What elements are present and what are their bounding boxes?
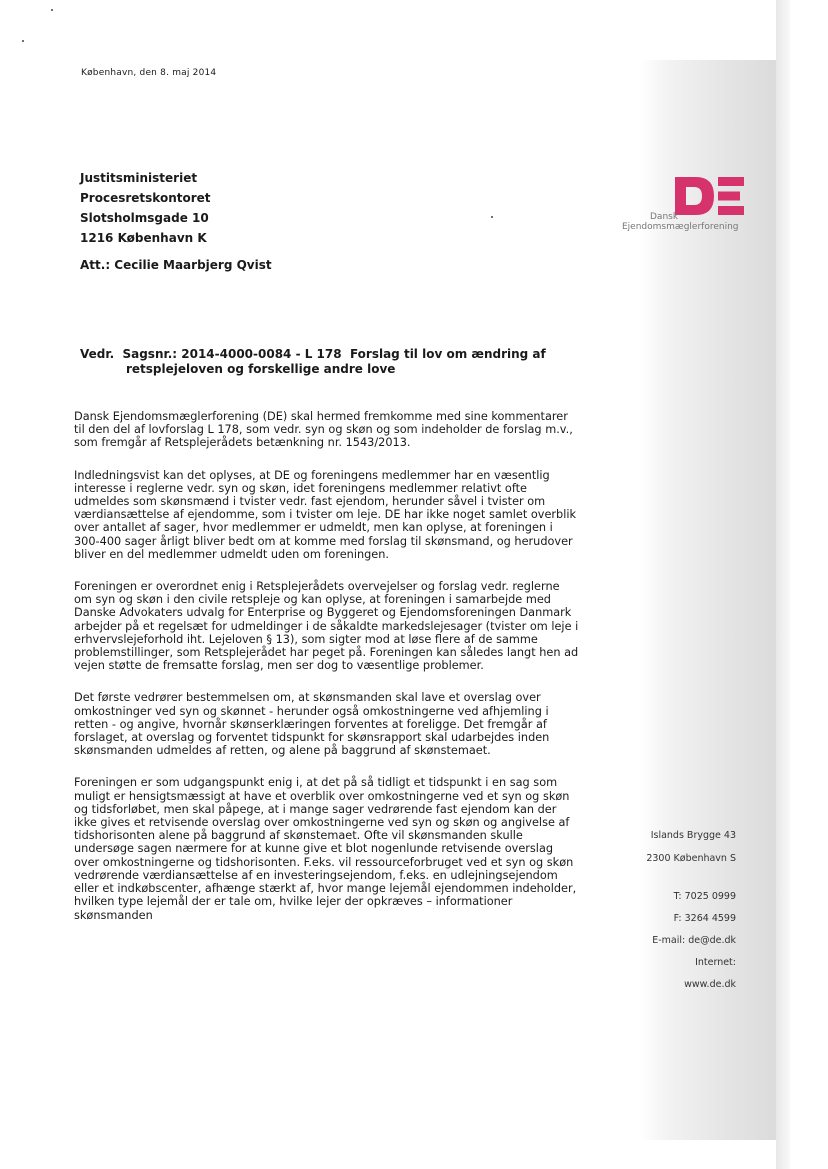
letter-body <box>74 410 580 922</box>
contact-phone: T: 7025 0999 <box>673 891 736 902</box>
body-paragraph: Dansk Ejendomsmæglerforening (DE) skal hermed fremkomme med sine kommentarer til den del af lovforslag L 178, som vedr. syn og skøn og som indeholder de forslag m.v., som fremgår af Retsplejerådets betænkning nr. 1543/2013. <box>74 410 573 450</box>
attention-line: Att.: Cecilie Maarbjerg Qvist <box>80 258 272 272</box>
contact-street: Islands Brygge 43 <box>650 830 736 841</box>
contact-internet-label: Internet: <box>695 957 736 968</box>
sender-contact-block <box>600 830 736 990</box>
recipient-address <box>80 168 211 248</box>
recipient-office: Procesretskontoret <box>80 191 211 205</box>
contact-city: 2300 København S <box>646 853 736 864</box>
scan-speck <box>51 9 53 11</box>
contact-fax: F: 3264 4599 <box>673 913 736 924</box>
logo-line-2: Ejendomsmæglerforening <box>622 222 739 232</box>
letter-date: København, den 8. maj 2014 <box>81 68 217 78</box>
logo-line-1: Dansk <box>650 212 679 222</box>
body-paragraph: Foreningen er som udgangspunkt enig i, at det på så tidligt et tidspunkt i en sag som muligt er hensigtsmæssigt at have et overblik over omkostningerne ved et syn og skøn og tidsforløbet, men skal påpege, at i mange sager vedrørende fast ejendom kan der ikke gives et retvisende overslag over omkostningerne ved syn og skøn og angivelse af tidshorisonten alene på baggrund af skønstemaet. Ofte vil skønsmanden skulle undersøge sagen nærmere for at kunne give et blot nogenlunde retvisende overslag over omkostningerne og tidshorisonten. F.eks. vil ressourceforbruget ved et syn og skøn vedrørende værdiansættelse af en investeringsejendom, f.eks. en udlejningsejendom eller et indkøbscenter, afhænge stærkt af, hvor mange lejemål ejendommen indeholder, hvilken type lejemål der er tale om, hvilke lejer der opkræves – informationer skønsmanden <box>74 776 577 922</box>
subject-line-1: Vedr. Sagsnr.: 2014-4000-0084 - L 178 Forslag til lov om ændring af <box>80 347 546 361</box>
de-logo <box>620 176 760 236</box>
recipient-name: Justitsministeriet <box>80 171 198 185</box>
recipient-city: 1216 København K <box>80 231 207 245</box>
recipient-street: Slotsholmsgade 10 <box>80 211 209 225</box>
contact-email[interactable]: E-mail: de@de.dk <box>652 935 736 946</box>
scan-speck <box>22 40 24 42</box>
body-paragraph: Det første vedrører bestemmelsen om, at skønsmanden skal lave et overslag over omkostninger ved syn og skønnet - herunder også omkostningerne ved afhjemling i retten - og angive, hvornår skønserklæringen forventes at foreligge. Det fremgår af forslaget, at overslag og forventet tidspunkt for skønsrapport skal udarbejdes inden skønsmanden udmeldes af retten, og alene på baggrund af skønstemaet. <box>74 691 550 758</box>
body-paragraph: Foreningen er overordnet enig i Retsplejerådets overvejelser og forslag vedr. reglerne om syn og skøn i den civile retspleje og kan oplyse, at foreningen i samarbejde med Danske Advokaters udvalg for Enterprise og Byggeret og Ejendomsforeningen Danmark arbejder på et regelsæt for udmeldinger i de såkaldte markedslejesager (tvister om leje i erhvervslejeforhold iht. Lejeloven § 13), som sigter mod at løse flere af de samme problemstillinger, som Retsplejerådet har peget på. Foreningen kan således langt hen ad vejen støtte de fremsatte forslag, men ser dog to væsentlige problemer. <box>74 580 579 673</box>
subject-line-2: retsplejeloven og forskellige andre love <box>126 362 396 376</box>
page-edge <box>776 0 790 1169</box>
scan-speck <box>491 216 493 218</box>
subject-heading <box>80 347 580 377</box>
body-paragraph: Indledningsvist kan det oplyses, at DE og foreningens medlemmer har en væsentlig interesse i reglerne vedr. syn og skøn, idet foreningens medlemmer relativt ofte udmeldes som skønsmænd i tvister vedr. fast ejendom, herunder såvel i tvister om værdiansættelse af ejendomme, som i tvister om leje. DE har ikke noget samlet overblik over antallet af sager, hvor medlemmer er udmeldt, men kan oplyse, at foreningen i 300-400 sager årligt bliver bedt om at komme med forslag til skønsmand, og herudover bliver en del medlemmer udmeldt uden om foreningen. <box>74 468 577 561</box>
contact-web-link[interactable]: www.de.dk <box>684 979 736 990</box>
